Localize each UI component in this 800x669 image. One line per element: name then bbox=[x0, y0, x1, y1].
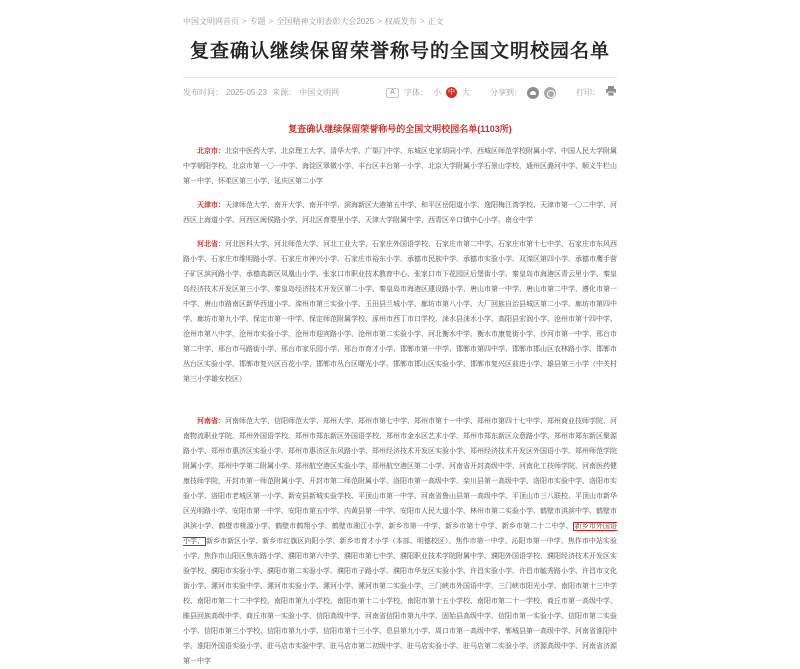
section-beijing bbox=[183, 144, 617, 189]
breadcrumb bbox=[183, 17, 617, 27]
list-heading: 复查确认继续保留荣誉称号的全国文明校园名单(1103所) bbox=[288, 124, 512, 134]
printer-icon[interactable] bbox=[605, 86, 617, 99]
province-label-hebei: 河北省： bbox=[197, 241, 225, 248]
breadcrumb-event-2025[interactable]: 全国精神文明表彰大会2025 bbox=[276, 17, 375, 26]
print-label: 打印： bbox=[576, 88, 600, 97]
article-body bbox=[183, 122, 617, 669]
source-label: 来源： bbox=[272, 88, 297, 97]
school-list-hebei: 河北医科大学、河北师范大学、河北工业大学、石家庄外国语学校、石家庄市第二中学、石家庄市第十七中学、石家庄市东风西路小学、石家庄市维明路小学、石家庄市神兴小学、石家庄市裕东小学、承德市民族中学、承德市实验小学、双滦区第四小学、承德市鹰手营子矿区滨河路小学、承德高新区凤凰山小学、张家口市职业技术教育中心、张家口市下花园区后堡街小学、秦皇岛市海港区青云里小学、秦皇岛经济技术开发区第三小学、秦皇岛经济技术开发区第二小学、秦皇岛市海港区建设路小学、唐山市第一中学、唐山市第二中学、遵化市第一中学、唐山市路南区新华西道小学、滦州市第三实验小学、玉田县兰城小学、廊坊市第八小学、大厂回族自治县城区第二小学、廊坊市第四中学、廊坊市第九小学、保定市第一中学、保定师范附属学校、涿州市西丁市口学校、涞水县涞水小学、高阳县宏润小学、沧州市第十四中学、沧州市第八中学、沧州市实验小学、沧州市迎宾路小学、沧州市第二实验小学、河北衡水中学、衡水市康复街小学、沙河市第一中学、邢台市第二中学、邢台市马路街小学、邢台市家乐园小学、邢台市育才小学、邯郸市第一中学、邯郸市第四中学、邯郸市邯山区农林路小学、邯郸市丛台区实验小学、邯郸市复兴区百花小学、邯郸市丛台区曙光小学、邯郸市邯山区实验小学、邯郸市复兴区前进小学、雄县第三小学（中关村第三小学雄安校区） bbox=[183, 241, 617, 383]
breadcrumb-current-article: 正文 bbox=[427, 17, 444, 26]
share-label: 分享到： bbox=[490, 88, 522, 97]
breadcrumb-separator: > bbox=[377, 17, 382, 26]
school-list-henan-after: 新乡市新区小学、新乡市红旗区向阳小学、新乡市育才小学（本部、明德校区）、焦作市第一中学、沁阳市第一中学、焦作市中站实验小学、焦作市山阳区焦东路小学、濮阳市第六中学、濮阳市第七中学、濮阳职业技术学院附属中学、濮阳外国语学校、濮阳经济技术开发区实验学校、濮阳市实验小学、濮阳市第二实验小学、濮阳市子路小学、濮阳市华龙区实验小学、许昌实验小学、许昌市毓秀路小学、许昌市文化街小学、漯河市实验中学、漯河市实验小学、漯河小学、漯河市第二实验小学、三门峡市外国语中学、三门峡市阳光小学、南阳市第十三中学校、南阳市第二十二中学校、南阳市第九小学校、南阳市第十二小学校、南阳市第十五小学校、南阳市第二十一学校、商丘市第一高级中学、睢县回族高级中学、商丘市第一实验小学、信阳高级中学、河南省信阳市第九中学、固始县高级中学、信阳市第一实验小学、信阳市第二实验小学、信阳市第三小学校、信阳市第九小学、信阳市第十三小学、息县第九小学、周口市第一高级中学、郸城县第一高级中学、河南省淮阳中学、淮阳外国语实验小学、驻马店市实验中学、驻马店市第二初级中学、驻马店实验小学、驻马店第二实验小学、济源高级中学、河南省济源第一中学 bbox=[183, 538, 618, 665]
publish-info bbox=[183, 87, 342, 98]
section-hebei bbox=[183, 237, 617, 387]
article-page bbox=[183, 0, 617, 669]
article-meta-bar bbox=[183, 86, 617, 99]
share-icon-1[interactable] bbox=[527, 87, 539, 99]
font-size-label: 字体： bbox=[404, 88, 428, 97]
font-size-icon[interactable]: A bbox=[386, 88, 399, 98]
province-label-tianjin: 天津市： bbox=[197, 202, 225, 209]
page-title: 复查确认继续保留荣誉称号的全国文明校园名单 bbox=[189, 41, 610, 62]
breadcrumb-topics[interactable]: 专题 bbox=[249, 17, 266, 26]
title-divider bbox=[183, 77, 617, 78]
breadcrumb-separator: > bbox=[419, 17, 425, 26]
font-medium-button[interactable]: 中 bbox=[448, 89, 455, 96]
section-tianjin bbox=[183, 198, 617, 228]
source-name: 中国文明网 bbox=[299, 88, 340, 97]
highlighted-school: 新乡市外国语小学、 bbox=[183, 523, 618, 545]
breadcrumb-separator: > bbox=[268, 17, 274, 26]
section-henan bbox=[183, 414, 617, 669]
school-list-tianjin: 天津师范大学、南开大学、南开中学、滨海新区大港第五中学、和平区岳阳道小学、逸阳梅江湾学校、天津市第一〇二中学、河西区上海道小学、河西区闽侯路小学、河北区育婴里小学、天津大学附属中学、西青区辛口镇中心小学、南仓中学 bbox=[183, 202, 617, 224]
publish-time-label: 发布时间： bbox=[183, 88, 223, 97]
breadcrumb-separator: > bbox=[242, 17, 247, 26]
article-tools bbox=[386, 86, 617, 99]
province-label-beijing: 北京市： bbox=[197, 148, 225, 155]
breadcrumb-authoritative-release[interactable]: 权威发布 bbox=[384, 17, 417, 26]
font-large-button[interactable]: 大 bbox=[462, 88, 470, 97]
school-list-beijing: 北京中医药大学、北京理工大学、清华大学、广渠门中学、东城区史家胡同小学、西城区师范学校附属小学、中国人民大学附属中学朝阳学校、北京市第一〇一中学、海淀区翠微小学、丰台区丰台第一小学、北京大学附属小学石景山学校、通州区潞河中学、顺义牛栏山第一中学、怀柔区第三小学、延庆区第二小学 bbox=[183, 148, 617, 185]
share-icon-2[interactable] bbox=[544, 87, 556, 99]
province-label-henan: 河南省： bbox=[197, 418, 225, 425]
breadcrumb-home[interactable]: 中国文明网首页 bbox=[183, 17, 239, 26]
font-small-button[interactable]: 小 bbox=[433, 88, 441, 97]
publish-date: 2025-05-23 bbox=[226, 88, 267, 97]
school-list-henan-before: 河南师范大学、信阳师范大学、郑州大学、郑州市第七中学、郑州市第十一中学、郑州市第四十七中学、郑州商业技师学院、河南物流职业学院、郑州外国语学校、郑州市郑东新区外国语学校、郑州市金水区艺术小学、郑州市郑东新区众意路小学、郑州市郑东新区聚源路小学、郑州市惠济区实验小学、郑州市惠济区东风路小学、郑州经济技术开发区实验小学、郑州经济技术开发区外国语小学、郑州师范学院附属小学、郑州中学第二附属小学、郑州航空港区实验小学、郑州航空港区第二小学、河南省开封高级中学、河南化工技师学院、河南医药健康技师学院、开封市第一师范附属小学、开封市第二师范附属小学、洛阳市第一高级中学、栾川县第一高级中学、洛阳市实验中学、洛阳市实验小学、洛阳市老城区第一小学、新安县新城实验学校、平顶山市第一中学、河南省鲁山县第一高级中学、平顶山市三八联校、平顶山市新华区光明路小学、安阳市第一中学、安阳市第五中学、内黄县第一中学、安阳市人民大道小学、林州市第二实验小学、鹤壁市淇滨中学、鹤壁市淇滨小学、鹤壁市桃源小学、鹤壁市鹤翔小学、鹤壁市湘江小学、新乡市第一中学、新乡市第十中学、新乡市第二十二中学、 bbox=[183, 418, 617, 530]
